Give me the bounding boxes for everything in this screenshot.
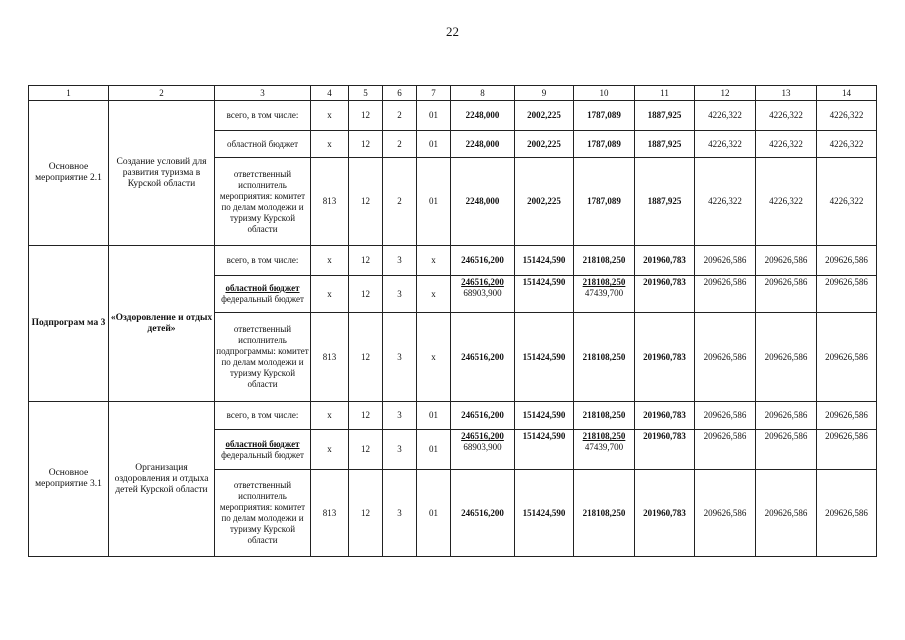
value-cell: 246516,200 xyxy=(451,470,515,557)
cell: 12 xyxy=(349,276,383,313)
source-cell: всего, в том числе: xyxy=(215,402,311,430)
header-cell: 2 xyxy=(109,86,215,101)
value-regional: 246516,200 xyxy=(461,277,504,287)
value-cell: 218108,250 xyxy=(574,470,635,557)
value-federal: 47439,700 xyxy=(584,442,624,452)
cell: 12 xyxy=(349,470,383,557)
table-row xyxy=(29,402,877,430)
value-cell: 201960,783 xyxy=(635,402,695,430)
value-cell: 4226,322 xyxy=(817,101,877,131)
cell: х xyxy=(311,101,349,131)
cell: 3 xyxy=(383,246,417,276)
cell: 12 xyxy=(349,131,383,158)
value-cell: 201960,783 xyxy=(635,430,695,470)
value-cell: 209626,586 xyxy=(817,246,877,276)
value-cell: 2248,000 xyxy=(451,101,515,131)
source-label-federal: федеральный бюджет xyxy=(221,294,304,304)
cell: 01 xyxy=(417,101,451,131)
cell: 3 xyxy=(383,470,417,557)
value-cell: 201960,783 xyxy=(635,246,695,276)
program-code-cell: Основное мероприятие 3.1 xyxy=(29,402,109,557)
value-cell: 1787,089 xyxy=(574,101,635,131)
value-cell: 201960,783 xyxy=(635,470,695,557)
value-cell xyxy=(451,430,515,470)
value-cell: 209626,586 xyxy=(756,470,817,557)
header-cell: 1 xyxy=(29,86,109,101)
value-cell: 151424,590 xyxy=(515,246,574,276)
source-cell: всего, в том числе: xyxy=(215,246,311,276)
cell: 813 xyxy=(311,470,349,557)
value-cell: 1787,089 xyxy=(574,158,635,246)
value-regional: 218108,250 xyxy=(582,431,626,441)
value-cell: 209626,586 xyxy=(695,313,756,402)
source-label-federal: федеральный бюджет xyxy=(221,449,304,460)
cell: х xyxy=(311,276,349,313)
table-row xyxy=(29,246,877,276)
value-cell: 201960,783 xyxy=(635,276,695,313)
value-cell: 209626,586 xyxy=(817,276,877,313)
value-regional: 246516,200 xyxy=(461,431,504,441)
cell: 12 xyxy=(349,246,383,276)
value-cell: 218108,250 xyxy=(574,246,635,276)
value-cell: 151424,590 xyxy=(515,276,574,313)
value-cell: 2002,225 xyxy=(515,101,574,131)
table-row xyxy=(29,101,877,131)
value-cell: 4226,322 xyxy=(817,131,877,158)
cell: 12 xyxy=(349,430,383,470)
value-cell: 209626,586 xyxy=(756,313,817,402)
value-cell: 209626,586 xyxy=(817,402,877,430)
page-number: 22 xyxy=(446,24,459,39)
program-code-cell: Подпрограм ма 3 xyxy=(29,246,109,402)
cell: 01 xyxy=(417,131,451,158)
source-cell xyxy=(215,430,311,470)
value-cell: 218108,250 xyxy=(574,402,635,430)
program-name-cell: Создание условий для развития туризма в Курской области xyxy=(109,101,215,246)
cell: 3 xyxy=(383,402,417,430)
value-cell: 151424,590 xyxy=(515,430,574,470)
value-cell: 151424,590 xyxy=(515,313,574,402)
value-cell: 4226,322 xyxy=(695,158,756,246)
value-cell: 2248,000 xyxy=(451,131,515,158)
value-cell xyxy=(451,276,515,313)
cell: х xyxy=(311,246,349,276)
header-cell: 7 xyxy=(417,86,451,101)
value-cell: 209626,586 xyxy=(817,470,877,557)
cell: 01 xyxy=(417,402,451,430)
cell: х xyxy=(417,313,451,402)
header-cell: 11 xyxy=(635,86,695,101)
header-cell: 10 xyxy=(574,86,635,101)
cell: 12 xyxy=(349,101,383,131)
value-cell: 4226,322 xyxy=(756,101,817,131)
program-name-cell: «Оздоровление и отдых детей» xyxy=(109,246,215,402)
value-cell: 209626,586 xyxy=(695,276,756,313)
value-cell: 246516,200 xyxy=(451,402,515,430)
cell: 01 xyxy=(417,470,451,557)
header-cell: 8 xyxy=(451,86,515,101)
cell: х xyxy=(311,430,349,470)
value-cell: 218108,250 xyxy=(574,313,635,402)
value-cell: 209626,586 xyxy=(695,470,756,557)
header-cell: 14 xyxy=(817,86,877,101)
source-cell: ответственный исполнитель подпрограммы: комитет по делам молодежи и туризму Курской области xyxy=(215,313,311,402)
value-cell: 246516,200 xyxy=(451,246,515,276)
value-cell: 2002,225 xyxy=(515,158,574,246)
value-cell: 209626,586 xyxy=(756,402,817,430)
cell: 12 xyxy=(349,158,383,246)
value-cell: 246516,200 xyxy=(451,313,515,402)
cell: 2 xyxy=(383,158,417,246)
program-name-cell: Организация оздоровления и отдыха детей Курской области xyxy=(109,402,215,557)
cell: 813 xyxy=(311,158,349,246)
source-cell: ответственный исполнитель мероприятия: комитет по делам молодежи и туризму Курской области xyxy=(215,470,311,557)
cell: 2 xyxy=(383,131,417,158)
value-cell: 1887,925 xyxy=(635,158,695,246)
value-cell: 209626,586 xyxy=(817,313,877,402)
header-cell: 3 xyxy=(215,86,311,101)
value-cell: 4226,322 xyxy=(695,101,756,131)
header-cell: 12 xyxy=(695,86,756,101)
header-cell: 13 xyxy=(756,86,817,101)
value-cell: 201960,783 xyxy=(635,313,695,402)
value-cell: 4226,322 xyxy=(756,131,817,158)
source-label-regional: областной бюджет xyxy=(225,283,300,293)
value-cell: 209626,586 xyxy=(695,402,756,430)
cell: 12 xyxy=(349,402,383,430)
value-regional: 218108,250 xyxy=(582,277,626,287)
value-cell: 4226,322 xyxy=(695,131,756,158)
cell: х xyxy=(417,276,451,313)
header-cell: 9 xyxy=(515,86,574,101)
cell: 813 xyxy=(311,313,349,402)
cell: 3 xyxy=(383,276,417,313)
header-cell: 5 xyxy=(349,86,383,101)
value-federal: 68903,900 xyxy=(463,288,502,298)
cell: 01 xyxy=(417,158,451,246)
cell: х xyxy=(311,402,349,430)
value-cell: 4226,322 xyxy=(817,158,877,246)
value-federal: 68903,900 xyxy=(463,442,502,452)
value-cell xyxy=(574,430,635,470)
cell: 01 xyxy=(417,430,451,470)
value-cell: 4226,322 xyxy=(756,158,817,246)
value-cell: 209626,586 xyxy=(756,246,817,276)
header-cell: 4 xyxy=(311,86,349,101)
source-cell: всего, в том числе: xyxy=(215,101,311,131)
cell: х xyxy=(311,131,349,158)
cell: х xyxy=(417,246,451,276)
budget-table xyxy=(28,85,877,557)
value-cell: 1887,925 xyxy=(635,101,695,131)
value-cell: 151424,590 xyxy=(515,402,574,430)
header-row xyxy=(29,86,877,101)
cell: 3 xyxy=(383,430,417,470)
value-cell: 1887,925 xyxy=(635,131,695,158)
value-cell: 209626,586 xyxy=(695,430,756,470)
header-cell: 6 xyxy=(383,86,417,101)
cell: 3 xyxy=(383,313,417,402)
program-code-cell: Основное мероприятие 2.1 xyxy=(29,101,109,246)
value-cell: 2002,225 xyxy=(515,131,574,158)
value-cell: 209626,586 xyxy=(756,276,817,313)
value-cell: 209626,586 xyxy=(756,430,817,470)
source-cell: областной бюджет xyxy=(215,131,311,158)
value-cell: 151424,590 xyxy=(515,470,574,557)
value-cell: 209626,586 xyxy=(695,246,756,276)
value-cell xyxy=(574,276,635,313)
source-cell: ответственный исполнитель мероприятия: комитет по делам молодежи и туризму Курской области xyxy=(215,158,311,246)
source-cell xyxy=(215,276,311,313)
cell: 2 xyxy=(383,101,417,131)
value-cell: 2248,000 xyxy=(451,158,515,246)
value-federal: 47439,700 xyxy=(584,288,624,298)
value-cell: 1787,089 xyxy=(574,131,635,158)
source-label-regional: областной бюджет xyxy=(225,438,300,449)
value-cell: 209626,586 xyxy=(817,430,877,470)
cell: 12 xyxy=(349,313,383,402)
